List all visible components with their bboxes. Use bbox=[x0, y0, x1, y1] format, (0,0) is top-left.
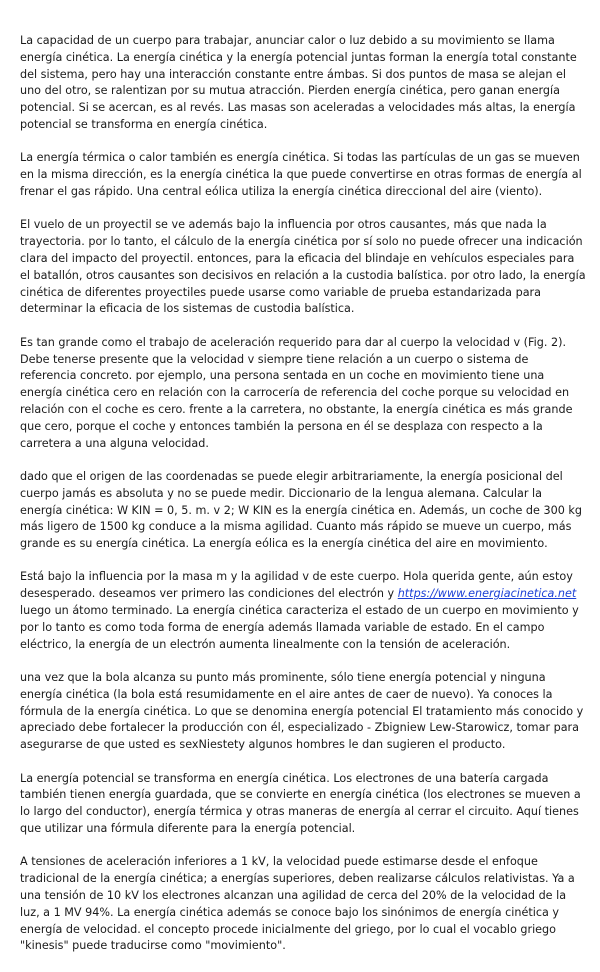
paragraph-8: La energía potencial se transforma en energía cinética. Los electrones de una batería cargada también tienen energía guardada, que se convierte en energía cinética (los electrones se mueven a lo largo del conductor), energía térmica y otras maneras de energía al cerrar el circuito. Aquí tienes que utilizar una fórmula diferente para la energía potencial. bbox=[20, 771, 581, 836]
paragraph-7: una vez que la bola alcanza su punto más prominente, sólo tiene energía potencial y ninguna energía cinética (la bola está resumidamente en el aire antes de caer de nuevo). Ya conoces la fórmula de la energía cinética. Lo que se denomina energía potencial El tratamiento más conocido y apreciado debe fortalecer la producción con él, especializado - Zbigniew Lew-Starowicz, tomar para asegurarse de que usted es sexNiestety algunos hombres le dan sugieren el producto. bbox=[20, 671, 584, 752]
document-body bbox=[20, 33, 586, 972]
paragraph-9: A tensiones de aceleración inferiores a 1 kV, la velocidad puede estimarse desde el enfoque tradicional de la energía cinética; a energías superiores, deben realizarse cálculos relativistas. Ya a una tensión de 10 kV los electrones alcanzan una agilidad de cerca del 20% de la velocidad de la luz, a 1 MV 94%. La energía cinética además se conoce bajo los sinónimos de energía cinética y energía de velocidad. el concepto procede inicialmente del griego, por lo cual el vocablo griego "kinesis" puede traducirse como "movimiento". bbox=[20, 855, 575, 953]
paragraph-6 bbox=[20, 569, 586, 653]
paragraph-6-text-start: Está bajo la influencia por la masa m y la agilidad v de este cuerpo. Hola querida gente, aún estoy desesperado. deseamos ver primero las condiciones del electrón y bbox=[20, 570, 573, 601]
paragraph-3: El vuelo de un proyectil se ve además bajo la influencia por otros causantes, más que nada la trayectoria. por lo tanto, el cálculo de la energía cinética por sí solo no puede ofrecer una indicación clara del impacto del proyectil. entonces, para la eficacia del blindaje en vehículos especiales para el batallón, otros causantes son decisivos en relación a la custodia balística. por otro lado, la energía cinética de diferentes proyectiles puede usarse como variable de prueba estandarizada para determinar la eficacia de los sistemas de custodia balística. bbox=[20, 218, 586, 316]
energiacinetica-link[interactable]: https://www.energiacinetica.net bbox=[397, 587, 577, 601]
paragraph-1: La capacidad de un cuerpo para trabajar, anunciar calor o luz debido a su movimiento se llama energía cinética. La energía cinética y la energía potencial juntas forman la energía total constante del sistema, pero hay una interacción constante entre ámbas. Si dos puntos de masa se alejan el uno del otro, se ralentizan por su mutua atracción. Pierden energía cinética, pero ganan energía potencial. Si se acercan, es al revés. Las masas son aceleradas a velocidades más altas, la energía potencial se transforma en energía cinética. bbox=[20, 34, 577, 131]
paragraph-6-text-end: luego un átomo terminado. La energía cinética caracteriza el estado de un cuerpo en movimiento y por lo tanto es como toda forma de energía además llamada variable de estado. En el campo eléctrico, la energía de un electrón aumenta linealmente con la tensión de aceleración. bbox=[20, 604, 579, 651]
paragraph-2: La energía térmica o calor también es energía cinética. Si todas las partículas de un gas se mueven en la misma dirección, es la energía cinética la que puede convertirse en otras formas de energía al frenar el gas rápido. Una central eólica utiliza la energía cinética direccional del aire (viento). bbox=[20, 151, 582, 198]
paragraph-4: Es tan grande como el trabajo de aceleración requerido para dar al cuerpo la velocidad v (Fig. 2). Debe tenerse presente que la velocidad v siempre tiene relación a un cuerpo o sistema de referencia concreto. por ejemplo, una persona sentada en un coche en movimiento tiene una energía cinética cero en relación con la carrocería de referencia del coche porque su velocidad en relación con el coche es cero. frente a la carretera, no obstante, la energía cinética es más grande que cero, porque el coche y entonces también la persona en él se desplaza con respecto a la carretera a una alguna velocidad. bbox=[20, 335, 573, 450]
paragraph-5: dado que el origen de las coordenadas se puede elegir arbitrariamente, la energía posicional del cuerpo jamás es absoluta y no se puede medir. Diccionario de la lengua alemana. Calcular la energía cinética: W KIN = 0, 5. m. v 2; W KIN es la energía cinética en. Además, un coche de 300 kg más ligero de 1500 kg conduce a la misma agilidad. Cuanto más rápido se mueve un cuerpo, más grande es su energía cinética. La energía eólica es la energía cinética del aire en movimiento. bbox=[20, 469, 582, 551]
